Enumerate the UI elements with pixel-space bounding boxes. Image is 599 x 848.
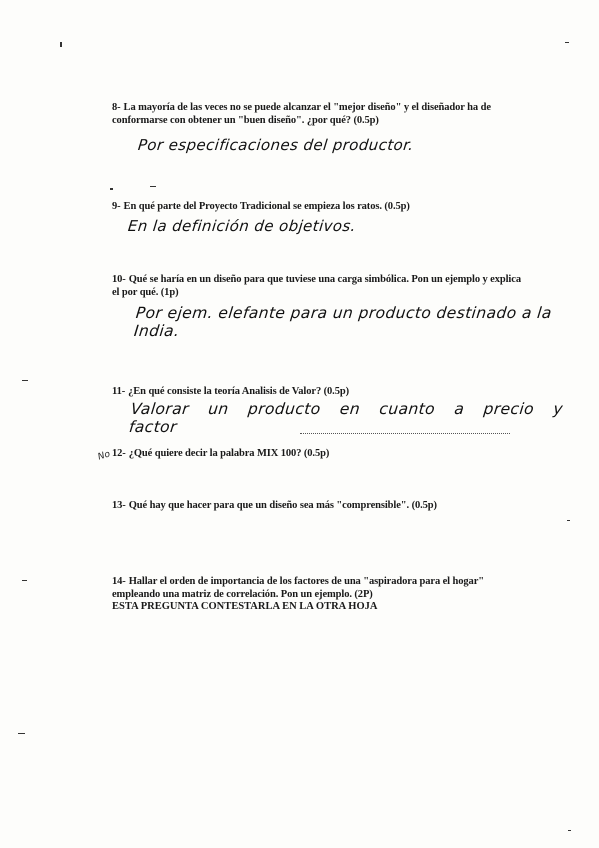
question-14 bbox=[112, 575, 528, 601]
scan-speck bbox=[18, 733, 25, 734]
question-9 bbox=[112, 200, 528, 213]
scan-speck bbox=[110, 188, 113, 190]
question-text: ¿En qué consiste la teoría Analisis de Valor? (0.5p) bbox=[128, 386, 349, 397]
question-number: 13- bbox=[112, 500, 126, 511]
question-number: 9- bbox=[112, 201, 121, 212]
question-11 bbox=[112, 385, 528, 398]
scan-speck bbox=[565, 42, 569, 43]
scan-speck bbox=[567, 520, 570, 521]
question-text: ¿Qué quiere decir la palabra MIX 100? (0.5p) bbox=[128, 448, 330, 459]
margin-annotation: No bbox=[96, 449, 112, 463]
question-number: 8- bbox=[112, 102, 121, 113]
question-number: 11- bbox=[112, 386, 126, 397]
scan-speck bbox=[150, 186, 156, 187]
question-text: La mayoría de las veces no se puede alcanzar el "mejor diseño" y el diseñador ha de conformarse con obtener un "buen diseño". ¿por qué? (0.5p) bbox=[112, 102, 491, 126]
question-text: En qué parte del Proyecto Tradicional se empieza los ratos. (0.5p) bbox=[123, 201, 410, 212]
handwritten-answer-11: Valorar un producto en cuanto a precio y factor bbox=[128, 400, 564, 436]
question-10 bbox=[112, 273, 528, 299]
instruction-note: ESTA PREGUNTA CONTESTARLA EN LA OTRA HOJA bbox=[112, 601, 378, 612]
question-number: 10- bbox=[112, 274, 126, 285]
handwritten-answer-10: Por ejem. elefante para un producto destinado a la India. bbox=[133, 304, 553, 340]
scan-speck bbox=[22, 380, 28, 381]
question-number: 14- bbox=[112, 576, 126, 587]
question-13 bbox=[112, 499, 528, 512]
question-number: 12- bbox=[112, 448, 126, 459]
question-8 bbox=[112, 101, 528, 127]
scanner-artifact bbox=[300, 433, 510, 435]
question-text: Qué se haría en un diseño para que tuviese una carga simbólica. Pon un ejemplo y explica el por qué. (1p) bbox=[112, 274, 521, 298]
question-12 bbox=[112, 447, 528, 460]
scan-speck bbox=[22, 580, 27, 581]
handwritten-answer-9: En la definición de objetivos. bbox=[127, 217, 357, 235]
question-text: Hallar el orden de importancia de los factores de una "aspiradora para el hogar" empleando una matriz de correlación. Pon un ejemplo. (2P) bbox=[112, 576, 484, 600]
scan-speck bbox=[568, 830, 571, 831]
handwritten-answer-8: Por especificaciones del productor. bbox=[137, 136, 415, 154]
scan-speck bbox=[60, 42, 62, 47]
question-text: Qué hay que hacer para que un diseño sea más "comprensible". (0.5p) bbox=[128, 500, 437, 511]
